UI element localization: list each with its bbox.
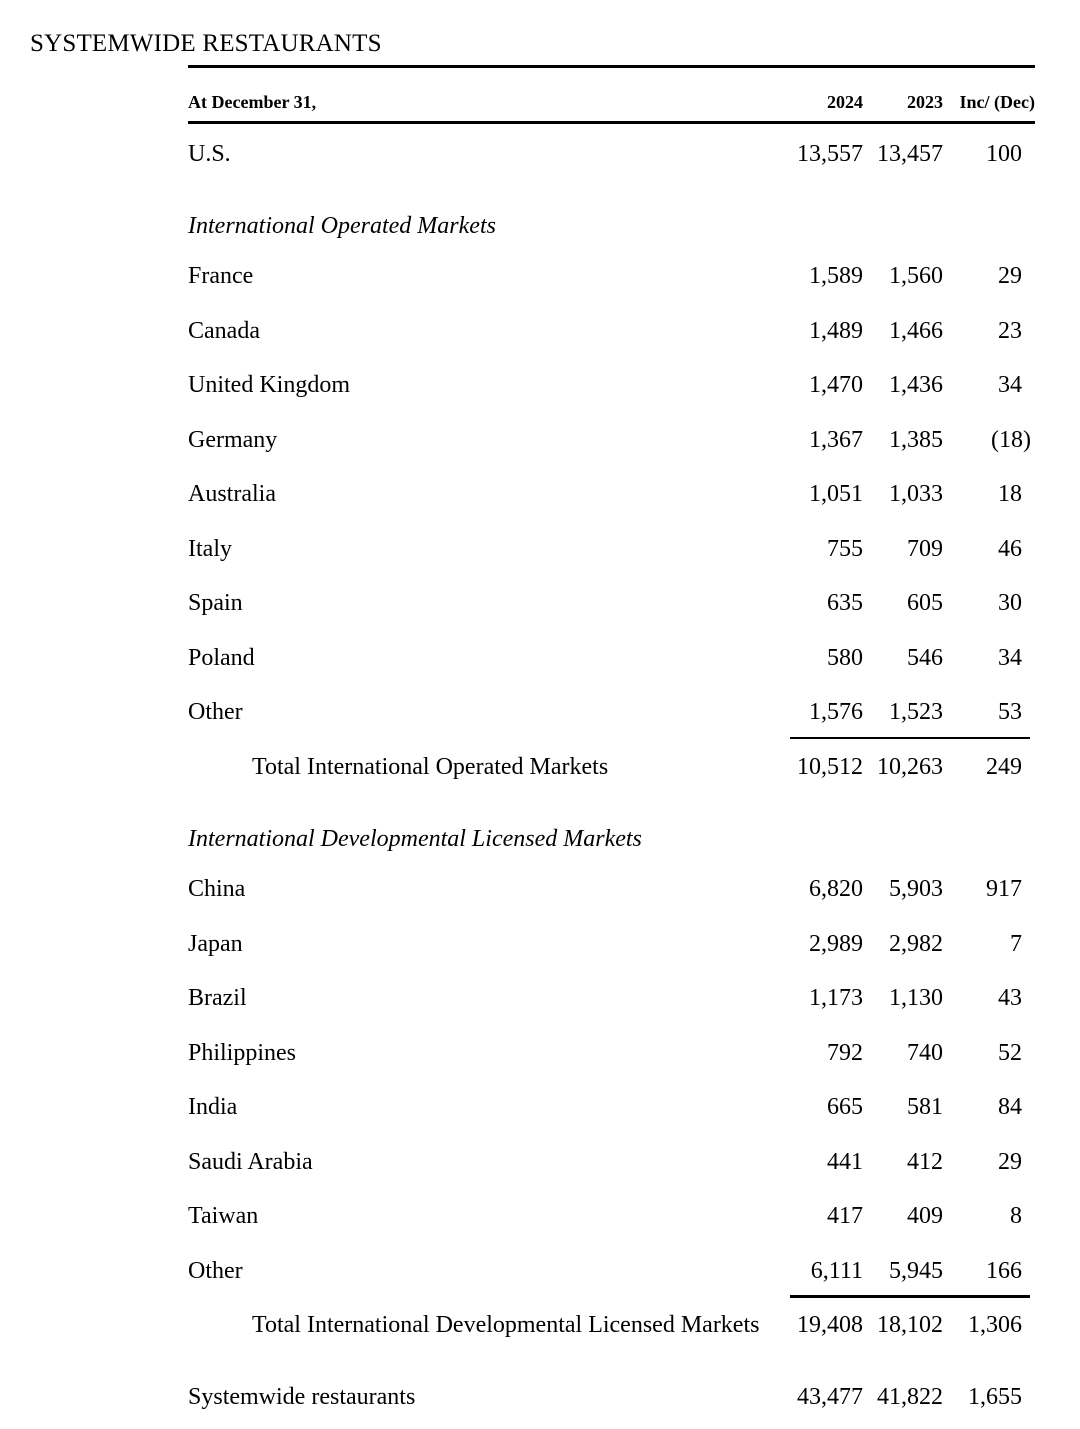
table-row-total-international-developmental-licensed-markets [188,1299,1035,1354]
table-row-italy [188,522,1035,577]
row-label: Canada [188,317,260,344]
value-2024: 580 [827,644,863,671]
value-2024 [783,817,863,863]
row-label: Germany [188,426,278,453]
value-inc-dec: 29 [998,1148,1022,1175]
table-row-australia [188,468,1035,523]
table-row-international-operated-markets [188,204,1035,250]
value-2023: 1,033 [889,481,943,508]
row-label: Other [188,1257,243,1284]
value-2023 [863,817,943,863]
header-number-columns [783,92,1035,113]
row-label: Poland [188,644,255,671]
value-2023: 709 [907,535,943,562]
value-2023: 5,945 [889,1257,943,1284]
row-number-columns [783,972,1035,1027]
value-2023: 41,822 [877,1383,943,1410]
row-number-columns [783,1299,1035,1354]
row-label: Philippines [188,1039,297,1066]
value-2024: 10,512 [797,753,863,780]
value-2023: 412 [907,1148,943,1175]
table-row-systemwide-restaurants [188,1370,1035,1425]
value-inc-dec: 29 [998,263,1022,290]
table-row-france [188,250,1035,305]
value-2023: 546 [907,644,943,671]
header-at-december-31: At December 31, [188,92,317,112]
row-number-columns [783,359,1035,414]
value-inc-dec: 1,306 [968,1312,1022,1339]
value-2023: 1,130 [889,985,943,1012]
value-2024: 1,576 [809,699,863,726]
value-inc-dec: 34 [998,644,1022,671]
table-row-brazil [188,972,1035,1027]
value-2024: 6,111 [810,1257,863,1284]
value-inc-dec [943,204,1035,250]
row-label: Saudi Arabia [188,1148,313,1175]
value-2024: 1,470 [809,372,863,399]
value-inc-dec: 8 [1010,1203,1022,1230]
row-number-columns [783,1081,1035,1136]
value-inc-dec: 249 [986,753,1022,780]
table-row-taiwan [188,1190,1035,1245]
table-row-total-international-operated-markets [188,740,1035,795]
table-row-other [188,1244,1035,1299]
row-number-columns [783,468,1035,523]
table-row-poland [188,631,1035,686]
row-number-columns [783,413,1035,468]
value-inc-dec: 100 [986,140,1022,167]
value-2023: 1,523 [889,699,943,726]
value-2023: 2,982 [889,930,943,957]
row-label: United Kingdom [188,372,350,399]
value-2023: 605 [907,590,943,617]
systemwide-restaurants-table [188,65,1035,1425]
value-2023: 1,466 [889,317,943,344]
row-label: Systemwide restaurants [188,1383,416,1410]
row-label: India [188,1094,238,1121]
value-2024: 1,489 [809,317,863,344]
value-inc-dec: 34 [998,372,1022,399]
value-2024: 755 [827,535,863,562]
value-2023: 1,385 [889,426,943,453]
table-row-u-s [188,127,1035,182]
row-label: Taiwan [188,1203,259,1230]
value-2024 [783,204,863,250]
value-inc-dec: (18) [991,426,1031,453]
row-label: Australia [188,481,276,508]
table-row-united-kingdom [188,359,1035,414]
value-inc-dec: 18 [998,481,1022,508]
value-2024: 635 [827,590,863,617]
value-2024: 19,408 [797,1312,863,1339]
value-inc-dec: 166 [986,1257,1022,1284]
header-inc-dec: Inc/ (Dec) [959,92,1035,112]
value-inc-dec: 30 [998,590,1022,617]
value-2023: 13,457 [877,140,943,167]
table-row-japan [188,917,1035,972]
value-2024: 2,989 [809,930,863,957]
row-number-columns [783,1026,1035,1081]
row-number-columns [783,917,1035,972]
table-row-international-developmental-licensed-markets [188,817,1035,863]
value-inc-dec: 23 [998,317,1022,344]
value-inc-dec: 43 [998,985,1022,1012]
value-2024: 792 [827,1039,863,1066]
value-2023: 10,263 [877,753,943,780]
row-number-columns [783,304,1035,359]
row-number-columns [783,250,1035,305]
row-number-columns [783,522,1035,577]
row-label: Italy [188,535,232,562]
table-row-spain [188,577,1035,632]
value-2024: 417 [827,1203,863,1230]
value-inc-dec [943,817,1035,863]
value-2024: 1,367 [809,426,863,453]
value-inc-dec: 46 [998,535,1022,562]
value-2023: 18,102 [877,1312,943,1339]
row-label: Total International Developmental Licensed Markets [252,1312,760,1339]
value-2024: 13,557 [797,140,863,167]
table-header-row [188,68,1035,124]
value-2023: 740 [907,1039,943,1066]
row-label: International Developmental Licensed Markets [188,826,642,852]
page-title: SYSTEMWIDE RESTAURANTS [30,29,382,57]
value-inc-dec: 7 [1010,930,1022,957]
row-number-columns [783,631,1035,686]
table-row-germany [188,413,1035,468]
table-body [188,127,1035,1425]
table-row-saudi-arabia [188,1135,1035,1190]
value-inc-dec: 53 [998,699,1022,726]
row-number-columns [783,1135,1035,1190]
row-number-columns [783,817,1035,863]
row-number-columns [783,1244,1035,1299]
table-row-china [188,863,1035,918]
table-row-philippines [188,1026,1035,1081]
row-label: China [188,876,246,903]
row-number-columns [783,577,1035,632]
value-2023 [863,204,943,250]
row-number-columns [783,740,1035,795]
value-inc-dec: 1,655 [968,1383,1022,1410]
value-2024: 43,477 [797,1383,863,1410]
header-2024: 2024 [827,92,863,112]
row-number-columns [783,127,1035,182]
value-2023: 409 [907,1203,943,1230]
header-2023: 2023 [907,92,943,112]
value-2024: 441 [827,1148,863,1175]
row-label: Brazil [188,985,247,1012]
value-inc-dec: 84 [998,1094,1022,1121]
row-label: U.S. [188,140,231,167]
row-label: Total International Operated Markets [252,753,609,780]
row-number-columns [783,204,1035,250]
value-2024: 6,820 [809,876,863,903]
row-label: Other [188,699,243,726]
value-2024: 1,051 [809,481,863,508]
table-row-india [188,1081,1035,1136]
value-2023: 581 [907,1094,943,1121]
row-label: Japan [188,930,243,957]
value-2023: 1,560 [889,263,943,290]
row-label: International Operated Markets [188,213,496,239]
row-number-columns [783,686,1035,741]
value-2024: 1,589 [809,263,863,290]
value-2024: 665 [827,1094,863,1121]
value-inc-dec: 52 [998,1039,1022,1066]
row-label: France [188,263,254,290]
value-inc-dec: 917 [986,876,1022,903]
value-2023: 5,903 [889,876,943,903]
table-row-canada [188,304,1035,359]
row-number-columns [783,863,1035,918]
value-2023: 1,436 [889,372,943,399]
row-label: Spain [188,590,243,617]
value-2024: 1,173 [809,985,863,1012]
row-number-columns [783,1190,1035,1245]
row-number-columns [783,1370,1035,1425]
table-row-other [188,686,1035,741]
